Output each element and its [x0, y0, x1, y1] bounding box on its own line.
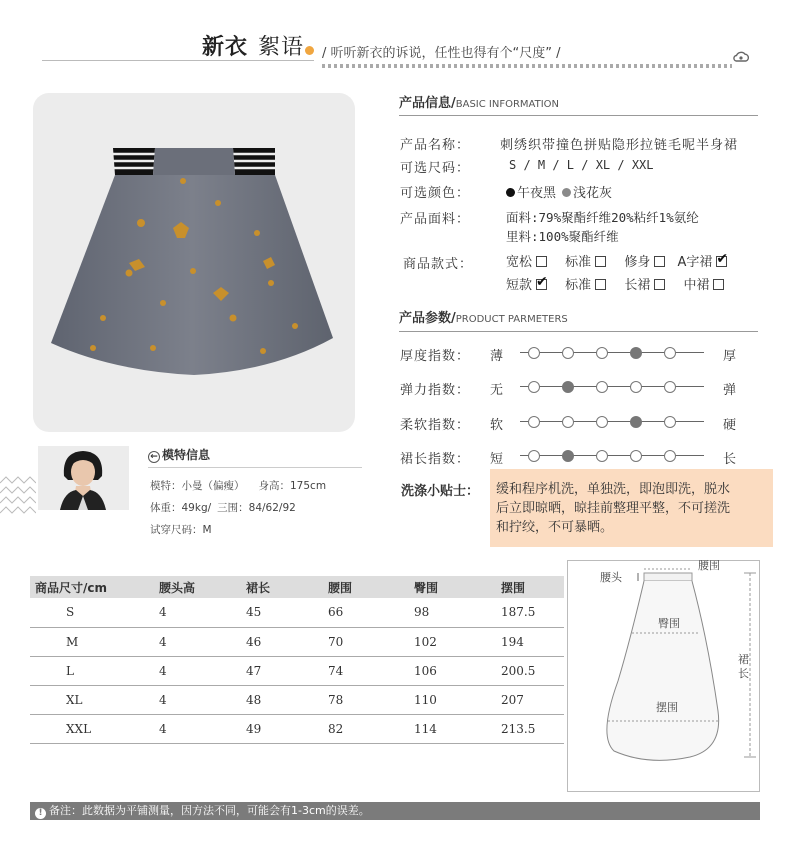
slider-label: 厚度指数：	[400, 349, 471, 364]
diagram-waistband: 腰头	[600, 571, 622, 584]
size-table	[30, 576, 564, 744]
model-height: 身高：175cm	[258, 480, 327, 492]
size-value: S / M / L / XL / XXL	[509, 158, 654, 172]
style-short-checkbox[interactable]	[536, 279, 547, 290]
diagram-hip: 臀围	[658, 617, 680, 630]
skirt-diagram	[568, 561, 761, 793]
table-cell: 82	[323, 714, 409, 743]
table-cell: 47	[241, 656, 323, 685]
black-swatch	[506, 188, 515, 197]
color-options	[506, 182, 612, 201]
table-cell: 48	[241, 685, 323, 714]
slider-knob[interactable]	[562, 347, 574, 359]
table-cell: 46	[241, 627, 323, 656]
table-row	[30, 685, 564, 714]
table-cell: M	[30, 627, 146, 656]
model-line-1	[150, 478, 340, 493]
color-option-black: 午夜黑	[517, 186, 557, 201]
header-dotted-rule	[322, 64, 732, 68]
slider-knob[interactable]	[630, 450, 642, 462]
table-cell: 114	[409, 714, 496, 743]
col-header: 腰头高	[146, 576, 241, 598]
slider-track[interactable]	[520, 347, 704, 359]
wash-tip-line-1: 缓和程序机洗，单独洗，即泡即洗，脱水	[496, 482, 731, 497]
style-midi-checkbox[interactable]	[713, 279, 724, 290]
header-rule	[42, 60, 314, 61]
accent-dot	[305, 46, 314, 55]
header-title-regular: 絮语	[258, 35, 305, 60]
wash-tip-line-2: 后立即晾晒，晾挂前整理平整，不可搓洗	[496, 501, 731, 516]
diagram-length: 裙长	[738, 653, 749, 680]
slider-knob[interactable]	[528, 381, 540, 393]
model-line-3	[150, 522, 226, 537]
slider-knob[interactable]	[528, 416, 540, 428]
model-measurements: 三围：84/62/92	[217, 502, 296, 514]
slider-min-label: 短	[490, 452, 504, 467]
grey-swatch	[562, 188, 571, 197]
params-title-cn: 产品参数/	[399, 311, 456, 326]
slider-max-label: 硬	[723, 418, 737, 433]
name-value: 刺绣织带撞色拼贴隐形拉链毛呢半身裙	[500, 138, 739, 153]
style-standard-checkbox[interactable]	[595, 256, 606, 267]
fabric-label: 产品面料：	[400, 212, 471, 227]
table-cell: XL	[30, 685, 146, 714]
slider-knob[interactable]	[596, 347, 608, 359]
table-cell: 207	[496, 685, 564, 714]
model-heading-text: 模特信息	[162, 448, 211, 462]
slider-track[interactable]	[520, 416, 704, 428]
model-heading	[148, 446, 210, 463]
table-cell: 49	[241, 714, 323, 743]
table-cell: 200.5	[496, 656, 564, 685]
basic-info-rule	[399, 115, 758, 116]
style-slim-checkbox[interactable]	[654, 256, 665, 267]
zigzag-decoration	[0, 465, 36, 525]
slider-label: 弹力指数：	[400, 383, 471, 398]
style-aline-label: A字裙	[677, 255, 713, 270]
style-row-2	[506, 274, 726, 293]
exclamation-icon: !	[35, 808, 46, 819]
slider-max-label: 长	[723, 452, 737, 467]
arrow-left-icon: ←	[148, 451, 160, 463]
slider-knob[interactable]	[630, 381, 642, 393]
col-header: 裙长	[241, 576, 323, 598]
wash-tip-line-3: 和拧绞，不可暴晒。	[496, 520, 614, 535]
style-standard2-checkbox[interactable]	[595, 279, 606, 290]
slider-min-label: 薄	[490, 349, 504, 364]
table-row	[30, 714, 564, 743]
style-slim-label: 修身	[624, 255, 651, 270]
size-table-header	[30, 576, 564, 598]
basic-info-title-cn: 产品信息/	[399, 96, 456, 111]
basic-info-title-en: BASIC INFORMATION	[455, 99, 560, 110]
model-avatar	[38, 446, 129, 510]
header-title-bold: 新衣	[202, 35, 249, 60]
page-header	[0, 0, 790, 70]
style-long-checkbox[interactable]	[654, 279, 665, 290]
slider-knob[interactable]	[596, 381, 608, 393]
slider-knob[interactable]	[562, 450, 574, 462]
slider-label: 裙长指数：	[400, 452, 471, 467]
table-row	[30, 598, 564, 627]
table-cell: 4	[146, 627, 241, 656]
slider-min-label: 软	[490, 418, 504, 433]
slider-track[interactable]	[520, 381, 704, 393]
slider-knob[interactable]	[664, 347, 676, 359]
table-cell: 187.5	[496, 598, 564, 627]
table-cell: L	[30, 656, 146, 685]
col-header: 摆围	[496, 576, 564, 598]
model-line-2	[150, 500, 310, 515]
table-cell: 66	[323, 598, 409, 627]
table-cell: 74	[323, 656, 409, 685]
table-row	[30, 627, 564, 656]
params-rule	[399, 331, 758, 332]
table-cell: 4	[146, 598, 241, 627]
model-rule	[148, 467, 362, 468]
slider-knob[interactable]	[596, 450, 608, 462]
table-cell: 98	[409, 598, 496, 627]
fabric-line-1: 面料:79%聚酯纤维20%粘纤1%氨纶	[506, 210, 699, 225]
col-header: 腰围	[323, 576, 409, 598]
model-name: 模特：小曼（偏瘦）	[150, 480, 245, 492]
params-title-en: PRODUCT PARMETERS	[455, 314, 568, 325]
table-cell: 110	[409, 685, 496, 714]
col-header: 臀围	[409, 576, 496, 598]
size-label: 可选尺码：	[400, 161, 471, 176]
slider-knob[interactable]	[664, 416, 676, 428]
slider-min-label: 无	[490, 383, 504, 398]
slider-knob[interactable]	[596, 416, 608, 428]
table-cell: 194	[496, 627, 564, 656]
slider-max-label: 弹	[723, 383, 737, 398]
slider-knob[interactable]	[562, 416, 574, 428]
style-midi-label: 中裙	[683, 278, 710, 293]
table-cell: S	[30, 598, 146, 627]
table-cell: 106	[409, 656, 496, 685]
table-cell: 4	[146, 714, 241, 743]
style-loose-checkbox[interactable]	[536, 256, 547, 267]
style-label: 商品款式：	[403, 257, 474, 272]
slider-knob[interactable]	[630, 416, 642, 428]
product-photo	[33, 93, 355, 432]
table-cell: 78	[323, 685, 409, 714]
slider-knob[interactable]	[664, 450, 676, 462]
slider-knob[interactable]	[528, 450, 540, 462]
table-cell: XXL	[30, 714, 146, 743]
table-cell: 45	[241, 598, 323, 627]
name-label: 产品名称：	[400, 138, 471, 153]
table-cell: 4	[146, 685, 241, 714]
style-long-label: 长裙	[624, 278, 651, 293]
style-row-1	[506, 251, 729, 270]
table-row	[30, 656, 564, 685]
table-cell: 70	[323, 627, 409, 656]
style-standard2-label: 标准	[565, 278, 592, 293]
cloud-icon	[732, 49, 750, 63]
header-slogan: / 听听新衣的诉说，任性也得有个“尺度” /	[322, 46, 561, 61]
color-option-grey: 浅花灰	[573, 186, 613, 201]
style-loose-label: 宽松	[506, 255, 533, 270]
remark-bar	[30, 802, 760, 820]
col-header: 商品尺寸/cm	[30, 576, 146, 598]
slider-track[interactable]	[520, 450, 704, 462]
wash-tip-label: 洗涤小贴士：	[401, 484, 480, 499]
color-label: 可选颜色：	[400, 186, 471, 201]
diagram-waist: 腰围	[698, 559, 720, 572]
table-cell: 213.5	[496, 714, 564, 743]
slider-knob[interactable]	[630, 347, 642, 359]
diagram-hem: 摆围	[656, 701, 678, 714]
style-standard-label: 标准	[565, 255, 592, 270]
model-size-tried: 试穿尺码：M	[150, 524, 212, 536]
style-aline-checkbox[interactable]	[716, 256, 727, 267]
slider-max-label: 厚	[723, 349, 737, 364]
slider-knob[interactable]	[528, 347, 540, 359]
table-cell: 4	[146, 656, 241, 685]
basic-info-title	[399, 92, 559, 111]
slider-knob[interactable]	[664, 381, 676, 393]
measurement-diagram	[567, 560, 760, 792]
wash-tip-box	[490, 469, 773, 547]
model-weight: 体重：49kg/	[150, 502, 212, 514]
slider-knob[interactable]	[562, 381, 574, 393]
remark-text: 备注：此数据为平铺测量，因方法不同，可能会有1-3cm的误差。	[49, 804, 370, 817]
style-short-label: 短款	[506, 278, 533, 293]
table-cell: 102	[409, 627, 496, 656]
skirt-illustration	[33, 93, 355, 432]
slider-label: 柔软指数：	[400, 418, 471, 433]
fabric-line-2: 里料:100%聚酯纤维	[506, 229, 619, 244]
params-title	[399, 307, 568, 326]
